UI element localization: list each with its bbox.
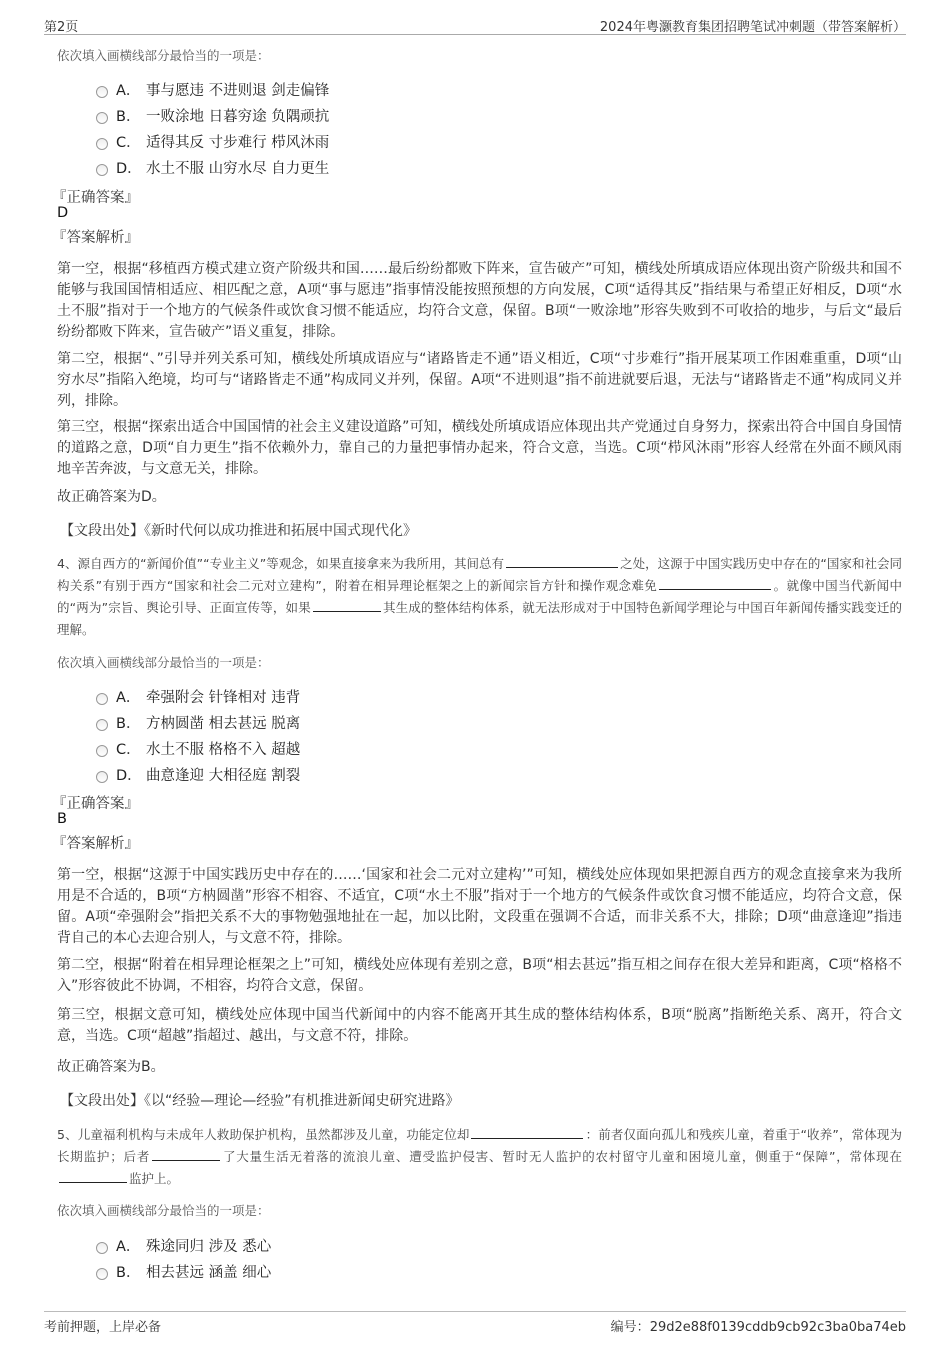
radio-button-icon[interactable] — [96, 164, 108, 176]
q3-option-a[interactable]: A． 事与愿违 不进则退 剑走偏锋 — [96, 76, 329, 102]
q3-prompt: 依次填入画横线部分最恰当的一项是： — [57, 48, 270, 63]
q5-option-a[interactable]: A． 殊途同归 涉及 悉心 — [96, 1232, 271, 1258]
q3-answer-label: 『正确答案』 — [52, 190, 139, 206]
radio-button-icon[interactable] — [96, 86, 108, 98]
page-header — [44, 14, 906, 35]
document-title: 2024年粤灏教育集团招聘笔试冲刺题（带答案解析） — [599, 20, 906, 35]
q3-analysis-p1: 第一空，根据“移植西方模式建立资产阶级共和国……最后纷纷都败下阵来，宣告破产”可知，横线处所填成语应体现出资产阶级共和国不能够与我国国情相适应、相匹配之意，A项“事与愿违”指事情没能按照预想的方向发展，C项“适得其反”指结果与希望正好相反，D项“水土不服”指对于一个地方的气候条件或饮食习惯不能适应，均符合文意，保留。B项“一败涂地”形容失败到不可收拾的地步，与后文“最后纷纷都败下阵来，宣告破产”语义重复，排除。 — [57, 261, 902, 340]
blank-1 — [506, 555, 618, 568]
radio-button-icon[interactable] — [96, 1268, 108, 1280]
footer-slogan: 考前押题，上岸必备 — [44, 1320, 162, 1335]
q3-options — [96, 76, 329, 180]
q4-answer-label: 『正确答案』 — [52, 796, 139, 812]
q4-option-d[interactable]: D． 曲意逢迎 大相径庭 割裂 — [96, 761, 300, 787]
q3-option-d[interactable]: D． 水土不服 山穷水尽 自力更生 — [96, 154, 329, 180]
q4-analysis-p2: 第二空，根据“附着在相异理论框架之上”可知，横线处应体现有差别之意，B项“相去甚远”指互相之间存在很大差异和距离，C项“格格不入”形容彼此不协调，不相容，均符合文意，保留。 — [57, 957, 902, 994]
q4-source: 【文段出处】《以“经验—理论—经验”有机推进新闻史研究进路》 — [60, 1093, 460, 1109]
q3-analysis-p2: 第二空，根据“、”引导并列关系可知，横线处所填成语应与“诸路皆走不通”语义相近，C项“寸步难行”指开展某项工作困难重重，D项“山穷水尽”指陷入绝境，均可与“诸路皆走不通”构成同义并列，保留。A项“不进则退”指不前进就要后退，无法与“诸路皆走不通”构成同义并列，排除。 — [57, 351, 902, 409]
q4-analysis-p3: 第三空，根据文意可知，横线处应体现中国当代新闻中的内容不能离开其生成的整体结构体系，B项“脱离”指断绝关系、离开，符合文意，当选。C项“超越”指超过、越出，与文意不符，排除。 — [57, 1007, 902, 1044]
q3-conclusion: 故正确答案为D。 — [57, 489, 166, 505]
radio-button-icon[interactable] — [96, 693, 108, 705]
blank-1 — [471, 1126, 583, 1139]
q3-analysis-p3: 第三空，根据“探索出适合中国国情的社会主义建设道路”可知，横线处所填成语应体现出共产党通过自身努力，探索出符合中国自身国情的道路之意，D项“自力更生”指不依赖外力，靠自己的力量把事情办起来，符合文意，当选。C项“栉风沐雨”形容人经常在外面不顾风雨地辛苦奔波，与文意无关，排除。 — [57, 419, 902, 477]
q3-option-c[interactable]: C． 适得其反 寸步难行 栉风沐雨 — [96, 128, 329, 154]
q5-options — [96, 1232, 271, 1284]
document-serial: 编号：29d2e88f0139cddb9cb92c3ba0ba74eb — [610, 1320, 906, 1335]
radio-button-icon[interactable] — [96, 719, 108, 731]
q3-analysis-label: 『答案解析』 — [52, 230, 139, 246]
page-number: 第2页 — [44, 20, 79, 35]
blank-3 — [59, 1170, 127, 1183]
q4-stem: 4、源自西方的“新闻价值”“专业主义”等观念，如果直接拿来为我所用，其间总有 之处，这源于中国实践历史中存在的“国家和社会同构关系”有别于西方“国家和社会二元对立建构”，附着在相异理论框架之上的新闻宗旨方针和操作观念难免 。就像中国当代新闻中的“两为”宗旨、舆论引导、正面宣传等，如果 其生成的整体结构体系，就无法形成对于中国特色新闻学理论与中国百年新闻传播实践变迁的理解。 — [57, 556, 902, 637]
radio-button-icon[interactable] — [96, 771, 108, 783]
radio-button-icon[interactable] — [96, 138, 108, 150]
q4-prompt: 依次填入画横线部分最恰当的一项是： — [57, 655, 270, 670]
q4-option-b[interactable]: B． 方枘圆凿 相去甚远 脱离 — [96, 709, 300, 735]
q5-option-b[interactable]: B． 相去甚远 涵盖 细心 — [96, 1258, 271, 1284]
blank-2 — [152, 1148, 220, 1161]
radio-button-icon[interactable] — [96, 1242, 108, 1254]
q5-prompt: 依次填入画横线部分最恰当的一项是： — [57, 1203, 270, 1218]
q4-option-a[interactable]: A． 牵强附会 针锋相对 违背 — [96, 683, 300, 709]
q4-answer: B — [57, 811, 67, 827]
q4-analysis-p1: 第一空，根据“这源于中国实践历史中存在的……‘国家和社会二元对立建构’”可知，横线处应体现如果把源自西方的观念直接拿来为我所用是不合适的，B项“方枘圆凿”形容不相容、不适宜，C项“水土不服”指对于一个地方的气候条件或饮食习惯不能适应，均符合文意，保留。A项“牵强附会”指把关系不大的事物勉强地扯在一起，加以比附，文段重在强调不合适，而非关系不大，排除；D项“曲意逢迎”指违背自己的本心去迎合别人，与文意不符，排除。 — [57, 867, 902, 946]
q3-source: 【文段出处】《新时代何以成功推进和拓展中国式现代化》 — [60, 523, 417, 539]
blank-2 — [659, 577, 771, 590]
q3-answer: D — [57, 205, 69, 221]
q3-option-b[interactable]: B． 一败涂地 日暮穷途 负隅顽抗 — [96, 102, 329, 128]
page-footer — [44, 1311, 906, 1336]
q5-stem: 5、儿童福利机构与未成年人救助保护机构，虽然都涉及儿童，功能定位却 ：前者仅面向孤儿和残疾儿童，着重于“收养”，常体现为长期监护；后者 了大量生活无着落的流浪儿童、遭受监护侵害、暂时无人监护的农村留守儿童和困境儿童，侧重于“保障”，常体现在监护上。 — [57, 1127, 902, 1186]
blank-3 — [313, 599, 381, 612]
q4-options — [96, 683, 300, 787]
q4-conclusion: 故正确答案为B。 — [57, 1059, 165, 1075]
q4-analysis-label: 『答案解析』 — [52, 836, 139, 852]
radio-button-icon[interactable] — [96, 745, 108, 757]
radio-button-icon[interactable] — [96, 112, 108, 124]
q4-option-c[interactable]: C． 水土不服 格格不入 超越 — [96, 735, 300, 761]
